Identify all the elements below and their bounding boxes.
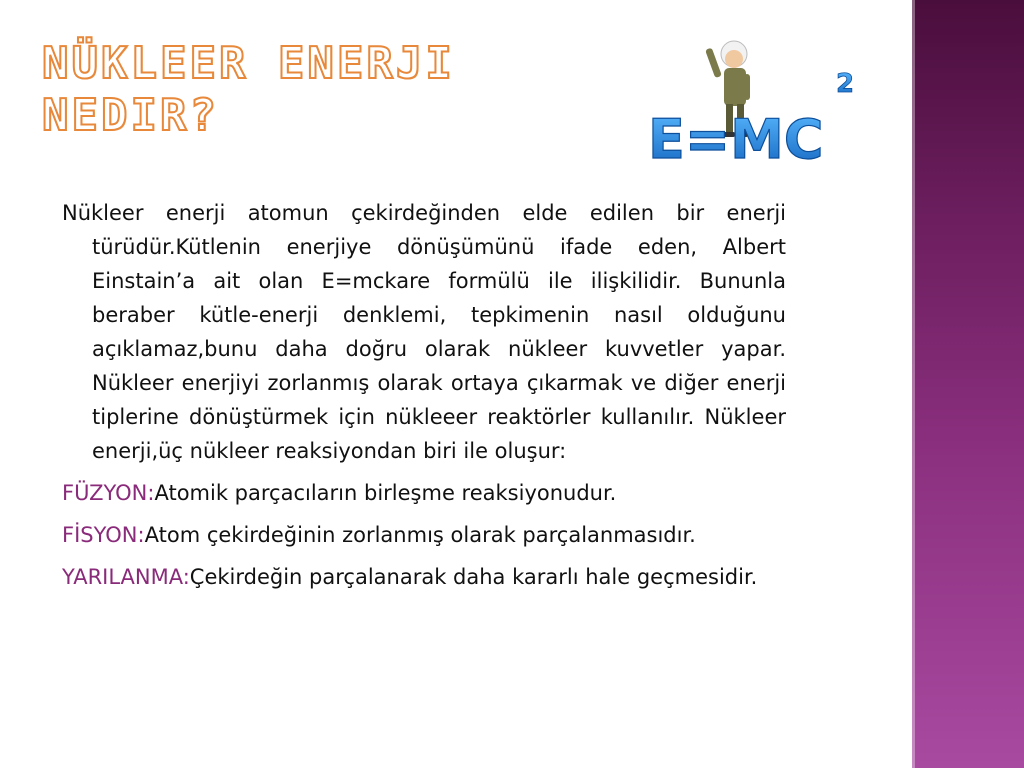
definition-text: Atom çekirdeğinin zorlanmış olarak parçalanmasıdır. xyxy=(144,523,696,547)
einstein-emc2-image xyxy=(644,40,856,166)
definition-term: FİSYON: xyxy=(62,523,145,547)
definition-fission xyxy=(62,518,786,552)
slide-title-line-1: NÜKLEER ENERJI xyxy=(42,38,455,89)
slide-body xyxy=(62,196,786,602)
definition-text: Çekirdeğin parçalanarak daha kararlı hale geçmesidir. xyxy=(189,565,758,589)
definition-fusion xyxy=(62,476,786,510)
slide-title xyxy=(42,38,602,142)
definition-term: FÜZYON: xyxy=(62,481,155,505)
slide-title-line-2: NEDIR? xyxy=(42,90,219,141)
formula-superscript: 2 xyxy=(836,69,855,99)
formula-text: E=MC xyxy=(648,108,824,166)
intro-paragraph: Nükleer enerji atomun çekirdeğinden elde edilen bir enerji türüdür.Kütlenin enerjiye dönüşümünü ifade eden, Albert Einstain’a ait olan E=mckare formülü ile ilişkilidir. Bununla beraber kütle-enerji denklemi, tepkimenin nasıl olduğunu açıklamaz,bunu daha doğru olarak nükleer kuvvetler yapar. Nükleer enerjiyi zorlanmış olarak ortaya çıkarmak ve diğer enerji tiplerine dönüştürmek için nükleeer reaktörler kullanılır. Nükleer enerji,üç nükleer reaksiyondan biri ile oluşur: xyxy=(62,201,786,463)
definition-term: YARILANMA: xyxy=(62,565,190,589)
definition-text: Atomik parçacıların birleşme reaksiyonudur. xyxy=(154,481,617,505)
formula-letters xyxy=(648,69,854,166)
definition-decay xyxy=(62,560,786,594)
decorative-side-band xyxy=(912,0,1024,768)
